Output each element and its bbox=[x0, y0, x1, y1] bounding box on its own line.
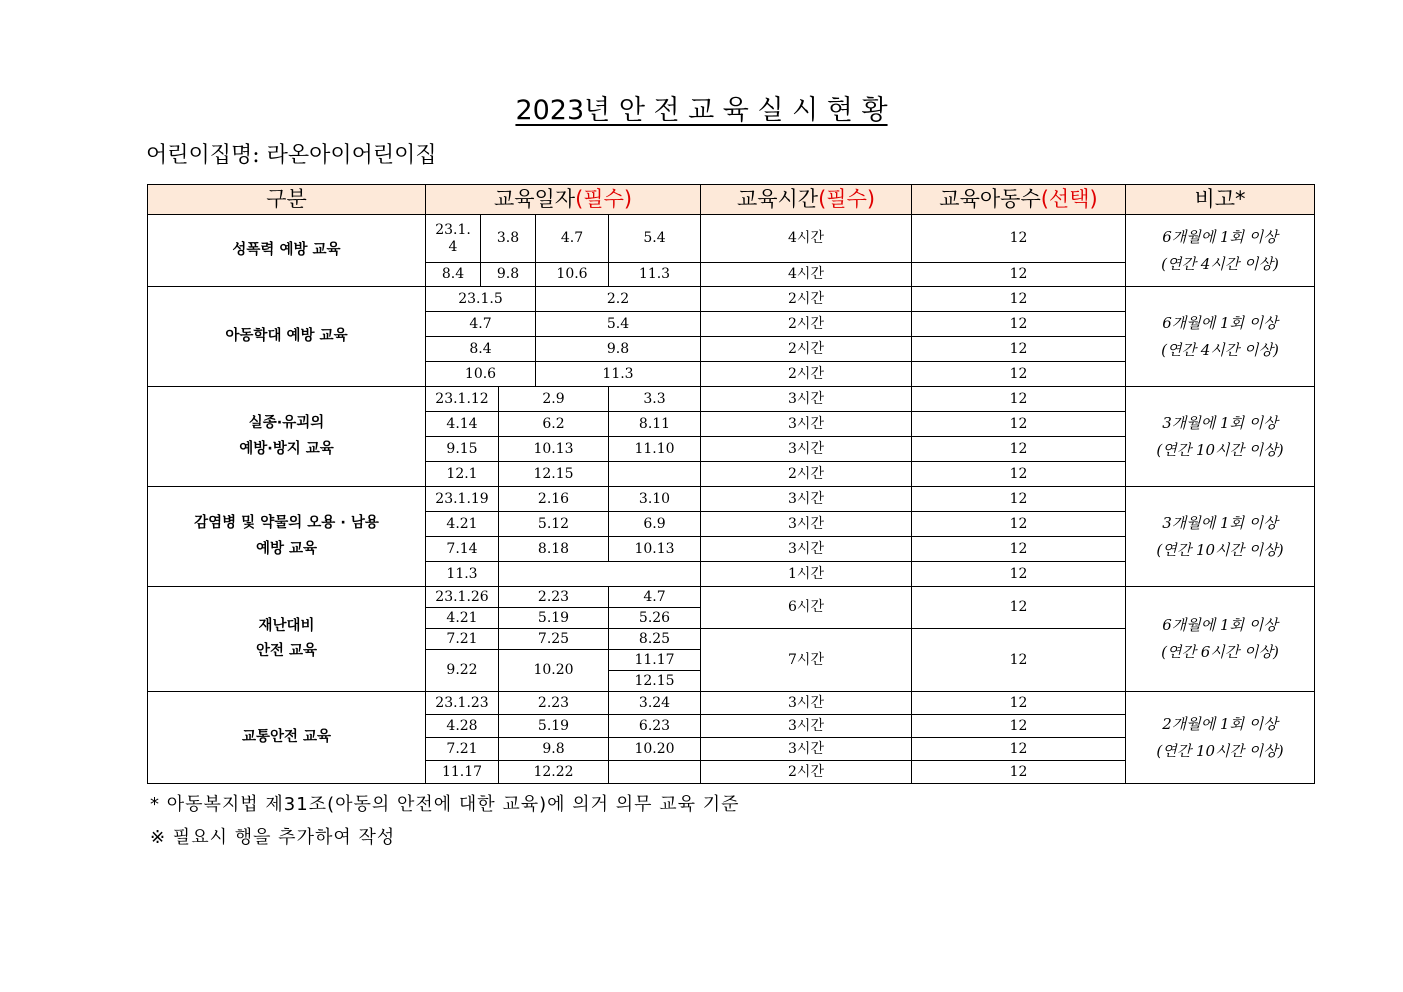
date-cell: 11.10 bbox=[609, 437, 701, 462]
category-cell: 재난대비 안전 교육 bbox=[148, 587, 426, 692]
date-cell bbox=[609, 761, 701, 784]
date-cell: 2.9 bbox=[499, 387, 609, 412]
date-cell: 2.16 bbox=[499, 487, 609, 512]
children-cell: 12 bbox=[912, 761, 1126, 784]
header-note: 비고* bbox=[1126, 185, 1315, 215]
hours-cell: 3시간 bbox=[701, 692, 912, 715]
category-cell: 실종·유괴의 예방·방지 교육 bbox=[148, 387, 426, 487]
date-cell: 9.8 bbox=[499, 738, 609, 761]
date-cell: 3.10 bbox=[609, 487, 701, 512]
date-cell: 23.1.26 bbox=[426, 587, 499, 608]
hours-cell: 4시간 bbox=[701, 215, 912, 263]
date-cell: 5.4 bbox=[609, 215, 701, 263]
header-hours: 교육시간(필수) bbox=[701, 185, 912, 215]
date-cell: 4.14 bbox=[426, 412, 499, 437]
date-cell: 8.18 bbox=[499, 537, 609, 562]
date-cell: 5.26 bbox=[609, 608, 701, 629]
date-cell: 9.15 bbox=[426, 437, 499, 462]
table-row bbox=[148, 587, 1315, 608]
date-cell bbox=[499, 562, 701, 587]
category-cell: 교통안전 교육 bbox=[148, 692, 426, 784]
children-cell: 12 bbox=[912, 629, 1126, 692]
children-cell: 12 bbox=[912, 715, 1126, 738]
children-cell: 12 bbox=[912, 738, 1126, 761]
note-cell: 2개월에 1회 이상 (연간 10시간 이상) bbox=[1126, 692, 1315, 784]
hours-cell: 2시간 bbox=[701, 312, 912, 337]
hours-cell: 3시간 bbox=[701, 738, 912, 761]
note-cell: 6개월에 1회 이상 (연간 4시간 이상) bbox=[1126, 215, 1315, 287]
daycare-name: 어린이집명: 라온아이어린이집 bbox=[146, 143, 437, 168]
header-category: 구분 bbox=[148, 185, 426, 215]
children-cell: 12 bbox=[912, 562, 1126, 587]
date-cell: 5.12 bbox=[499, 512, 609, 537]
date-cell: 11.3 bbox=[536, 362, 701, 387]
note-cell: 3개월에 1회 이상 (연간 10시간 이상) bbox=[1126, 387, 1315, 487]
children-cell: 12 bbox=[912, 312, 1126, 337]
hours-cell: 3시간 bbox=[701, 412, 912, 437]
footnote-add-rows: ※ 필요시 행을 추가하여 작성 bbox=[150, 827, 396, 848]
children-cell: 12 bbox=[912, 287, 1126, 312]
date-cell bbox=[609, 462, 701, 487]
date-cell: 3.3 bbox=[609, 387, 701, 412]
header-children: 교육아동수(선택) bbox=[912, 185, 1126, 215]
date-cell: 23.1.12 bbox=[426, 387, 499, 412]
children-cell: 12 bbox=[912, 462, 1126, 487]
date-cell: 9.8 bbox=[536, 337, 701, 362]
date-cell: 4.21 bbox=[426, 608, 499, 629]
note-cell: 6개월에 1회 이상 (연간 6시간 이상) bbox=[1126, 587, 1315, 692]
date-cell: 7.21 bbox=[426, 738, 499, 761]
date-cell: 12.1 bbox=[426, 462, 499, 487]
date-cell: 2.23 bbox=[499, 587, 609, 608]
children-cell: 12 bbox=[912, 362, 1126, 387]
children-cell: 12 bbox=[912, 263, 1126, 287]
date-cell: 8.25 bbox=[609, 629, 701, 650]
children-cell: 12 bbox=[912, 692, 1126, 715]
date-cell: 23.1.23 bbox=[426, 692, 499, 715]
hours-cell: 3시간 bbox=[701, 437, 912, 462]
date-cell: 2.2 bbox=[536, 287, 701, 312]
date-cell: 5.19 bbox=[499, 715, 609, 738]
date-cell: 8.4 bbox=[426, 263, 481, 287]
table-row bbox=[148, 287, 1315, 312]
date-cell: 5.19 bbox=[499, 608, 609, 629]
date-cell: 11.17 bbox=[426, 761, 499, 784]
note-cell: 3개월에 1회 이상 (연간 10시간 이상) bbox=[1126, 487, 1315, 587]
hours-cell: 3시간 bbox=[701, 487, 912, 512]
date-cell: 6.2 bbox=[499, 412, 609, 437]
table-row bbox=[148, 487, 1315, 512]
header-date: 교육일자(필수) bbox=[426, 185, 701, 215]
date-cell: 7.21 bbox=[426, 629, 499, 650]
hours-cell: 2시간 bbox=[701, 761, 912, 784]
table-row bbox=[148, 387, 1315, 412]
table-row bbox=[148, 215, 1315, 263]
date-cell: 4.7 bbox=[426, 312, 536, 337]
category-cell: 아동학대 예방 교육 bbox=[148, 287, 426, 387]
date-cell: 10.6 bbox=[536, 263, 609, 287]
hours-cell: 3시간 bbox=[701, 715, 912, 738]
children-cell: 12 bbox=[912, 512, 1126, 537]
hours-cell: 3시간 bbox=[701, 512, 912, 537]
date-cell: 10.20 bbox=[609, 738, 701, 761]
children-cell: 12 bbox=[912, 337, 1126, 362]
date-cell: 5.4 bbox=[536, 312, 701, 337]
safety-education-table bbox=[147, 184, 1315, 784]
children-cell: 12 bbox=[912, 587, 1126, 629]
table-row bbox=[148, 692, 1315, 715]
hours-cell: 2시간 bbox=[701, 462, 912, 487]
children-cell: 12 bbox=[912, 412, 1126, 437]
date-cell: 23.1.19 bbox=[426, 487, 499, 512]
date-cell: 8.11 bbox=[609, 412, 701, 437]
date-cell: 4.21 bbox=[426, 512, 499, 537]
children-cell: 12 bbox=[912, 437, 1126, 462]
hours-cell: 3시간 bbox=[701, 387, 912, 412]
children-cell: 12 bbox=[912, 387, 1126, 412]
date-cell: 10.13 bbox=[499, 437, 609, 462]
date-cell: 12.15 bbox=[609, 671, 701, 692]
date-cell: 23.1.4 bbox=[426, 215, 481, 263]
note-cell: 6개월에 1회 이상 (연간 4시간 이상) bbox=[1126, 287, 1315, 387]
hours-cell: 2시간 bbox=[701, 362, 912, 387]
date-cell: 11.17 bbox=[609, 650, 701, 671]
footnote-law: * 아동복지법 제31조(아동의 안전에 대한 교육)에 의거 의무 교육 기준 bbox=[150, 794, 740, 815]
page-title: 2023년 안 전 교 육 실 시 현 황 bbox=[515, 95, 888, 126]
hours-cell: 6시간 bbox=[701, 587, 912, 629]
table-header bbox=[148, 185, 1315, 215]
date-cell: 11.3 bbox=[609, 263, 701, 287]
date-cell: 4.28 bbox=[426, 715, 499, 738]
date-cell: 7.14 bbox=[426, 537, 499, 562]
hours-cell: 1시간 bbox=[701, 562, 912, 587]
date-cell: 12.15 bbox=[499, 462, 609, 487]
date-cell: 9.8 bbox=[481, 263, 536, 287]
date-cell: 4.7 bbox=[536, 215, 609, 263]
date-cell: 10.13 bbox=[609, 537, 701, 562]
date-cell: 11.3 bbox=[426, 562, 499, 587]
date-cell: 2.23 bbox=[499, 692, 609, 715]
date-cell: 7.25 bbox=[499, 629, 609, 650]
date-cell: 23.1.5 bbox=[426, 287, 536, 312]
date-cell: 3.8 bbox=[481, 215, 536, 263]
date-cell: 10.6 bbox=[426, 362, 536, 387]
hours-cell: 3시간 bbox=[701, 537, 912, 562]
hours-cell: 4시간 bbox=[701, 263, 912, 287]
children-cell: 12 bbox=[912, 537, 1126, 562]
hours-cell: 2시간 bbox=[701, 337, 912, 362]
hours-cell: 7시간 bbox=[701, 629, 912, 692]
date-cell: 10.20 bbox=[499, 650, 609, 692]
date-cell: 6.9 bbox=[609, 512, 701, 537]
date-cell: 4.7 bbox=[609, 587, 701, 608]
date-cell: 3.24 bbox=[609, 692, 701, 715]
date-cell: 8.4 bbox=[426, 337, 536, 362]
category-cell: 성폭력 예방 교육 bbox=[148, 215, 426, 287]
children-cell: 12 bbox=[912, 487, 1126, 512]
date-cell: 9.22 bbox=[426, 650, 499, 692]
hours-cell: 2시간 bbox=[701, 287, 912, 312]
children-cell: 12 bbox=[912, 215, 1126, 263]
date-cell: 6.23 bbox=[609, 715, 701, 738]
date-cell: 12.22 bbox=[499, 761, 609, 784]
category-cell: 감염병 및 약물의 오용 · 남용 예방 교육 bbox=[148, 487, 426, 587]
